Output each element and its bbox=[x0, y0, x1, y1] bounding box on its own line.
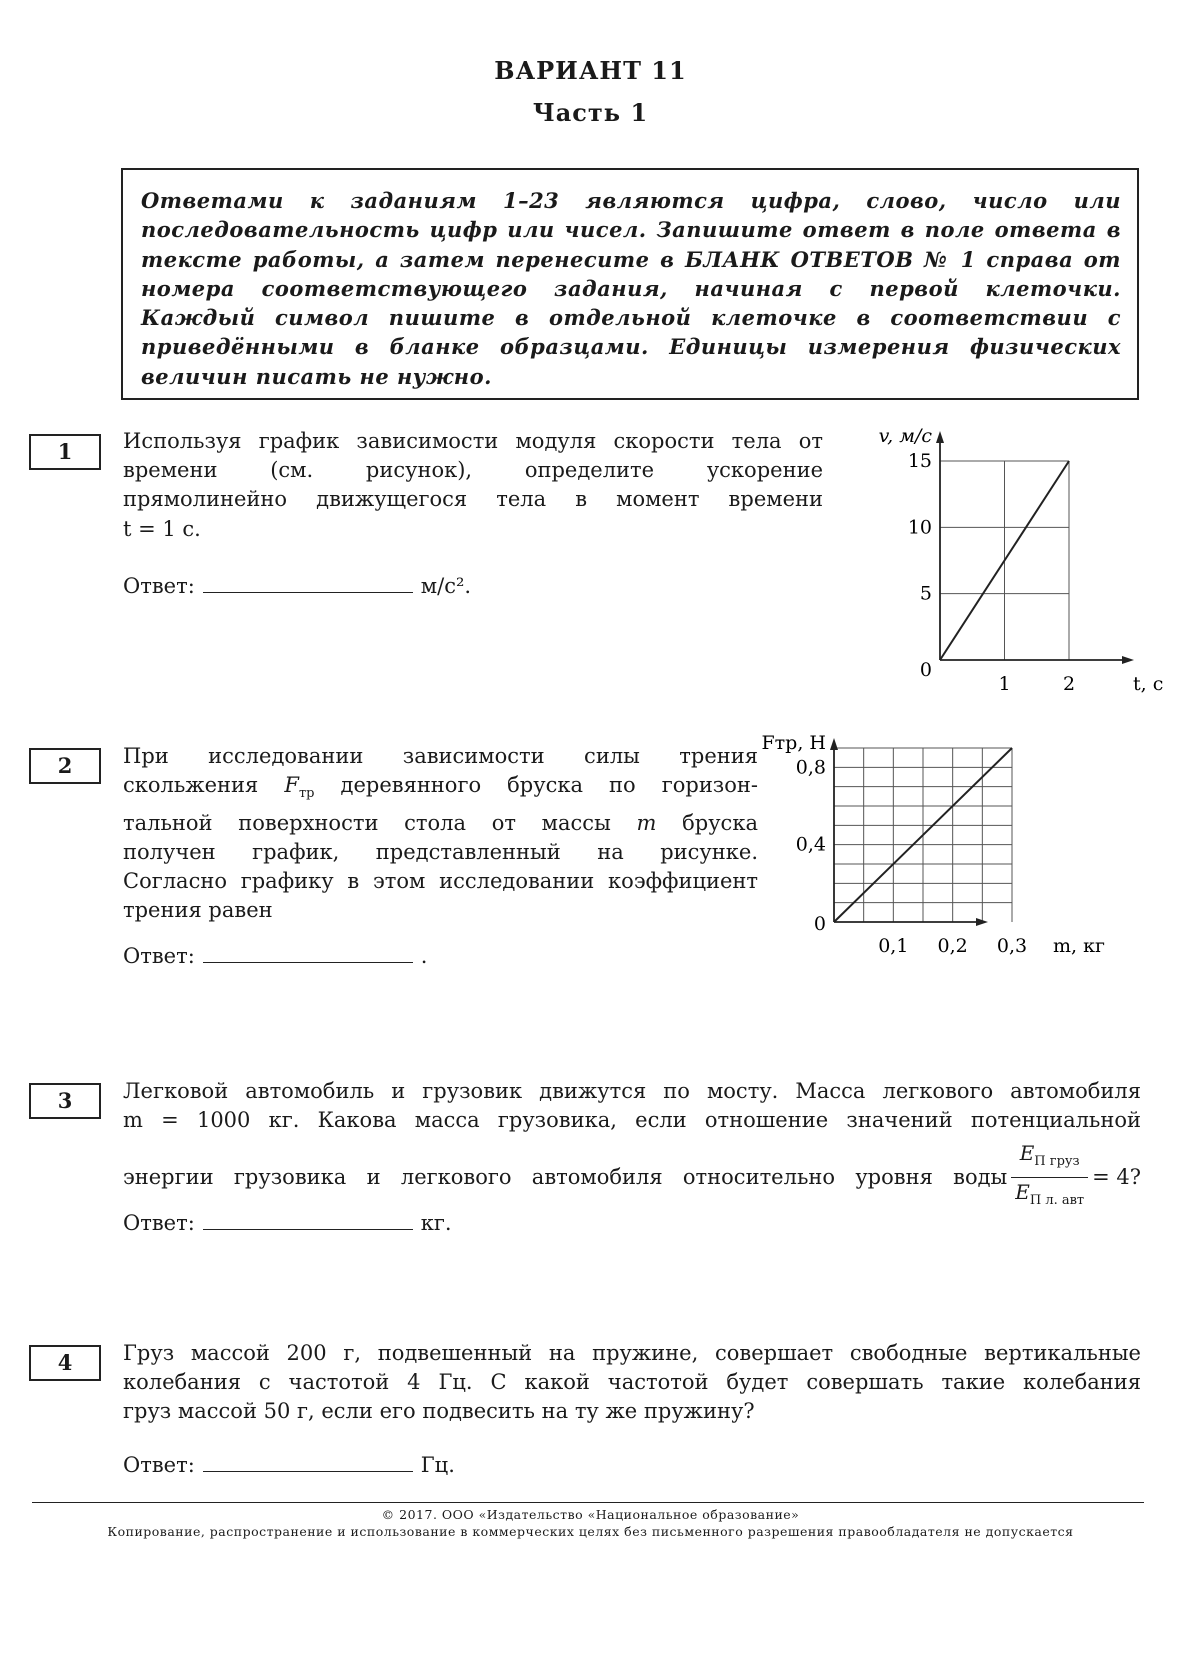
variant-title: ВАРИАНТ 11 bbox=[494, 56, 687, 85]
task-3-line-1: Легковой автомобиль и грузовик движутся по мосту. Масса легкового автомобиля bbox=[123, 1079, 1141, 1103]
x-tick-label: 0,1 bbox=[878, 935, 909, 957]
task-1-text bbox=[123, 427, 823, 544]
footer-divider bbox=[32, 1502, 1144, 1503]
answer-label: Ответ: bbox=[123, 1211, 195, 1235]
task-1-answer bbox=[123, 574, 471, 598]
task-2-line-5: Согласно графику в этом исследовании коэффициент bbox=[123, 869, 758, 893]
footer-notice: Копирование, распространение и использование в коммерческих целях без письменного разрешения правообладателя не допускается bbox=[107, 1524, 1074, 1539]
y-tick-label: 5 bbox=[919, 582, 932, 605]
task-3-answer bbox=[123, 1211, 452, 1235]
y-tick-label: 15 bbox=[907, 450, 932, 472]
task-1-line-4: t = 1 с. bbox=[123, 516, 201, 541]
x-tick-label: 0,2 bbox=[937, 935, 968, 957]
x-axis-label: m, кг bbox=[1053, 935, 1105, 957]
answer-label: Ответ: bbox=[123, 574, 195, 598]
answer-unit: м/с². bbox=[420, 574, 472, 598]
y-axis-arrow bbox=[936, 431, 944, 443]
friction-chart bbox=[761, 732, 1155, 968]
x-axis-label: t, с bbox=[1133, 673, 1164, 695]
answer-unit: Гц. bbox=[420, 1453, 455, 1477]
instructions-box bbox=[121, 168, 1139, 400]
task-1-line-2: времени (см. рисунок), определите ускорение bbox=[123, 458, 823, 483]
task-number-3: 3 bbox=[29, 1083, 101, 1119]
answer-unit: . bbox=[420, 944, 428, 968]
chart-axes bbox=[936, 431, 1134, 664]
velocity-chart bbox=[855, 425, 1164, 703]
task-3-text bbox=[123, 1077, 1141, 1215]
task-1-line-1: Используя график зависимости модуля скорости тела от bbox=[123, 429, 823, 453]
task-number-2: 2 bbox=[29, 748, 101, 784]
task-2-text bbox=[123, 742, 758, 925]
task-2-line-3: тальной поверхности стола от массы m бруска bbox=[123, 810, 758, 835]
answer-field[interactable] bbox=[203, 1211, 413, 1230]
part-title: Часть 1 bbox=[532, 98, 649, 127]
task-4-text bbox=[123, 1339, 1141, 1427]
x-tick-label: 1 bbox=[998, 673, 1011, 695]
task-2-answer bbox=[123, 944, 427, 968]
task-number-1: 1 bbox=[29, 434, 101, 470]
task-3-line-3: энергии грузовика и легкового автомобиля относительно уровня воды $\frac{E_{П груз}}{E_{П л. авт}}$ = 4? bbox=[123, 1139, 1141, 1214]
task-4-answer bbox=[123, 1453, 455, 1477]
y-axis-label: v, м/с bbox=[878, 425, 932, 447]
friction-force-symbol: F bbox=[284, 773, 299, 798]
answer-field[interactable] bbox=[203, 1453, 413, 1472]
y-tick-label: 0,8 bbox=[795, 756, 826, 779]
task-2-line-4: получен график, представленный на рисунке. bbox=[123, 839, 758, 864]
task-4-line-3: груз массой 50 г, если его подвесить на ту же пружину? bbox=[123, 1399, 755, 1424]
y-tick-label: 0,4 bbox=[795, 833, 826, 856]
energy-ratio-fraction: $\frac{E_{П груз}}{E_{П л. авт}}$ bbox=[1011, 1139, 1088, 1214]
answer-unit: кг. bbox=[420, 1211, 452, 1235]
answer-label: Ответ: bbox=[123, 1453, 195, 1477]
origin-label: 0 bbox=[919, 659, 932, 681]
y-axis-arrow bbox=[830, 738, 838, 750]
chart-axes bbox=[830, 738, 988, 926]
instructions-text: Ответами к заданиям 1–23 являются цифра, слово, число или последовательность цифр или чисел. Запишите ответ в поле ответа в тексте работы, а затем перенесите в БЛАНК ОТВЕТОВ № 1 справа от номера соответствующего задания, начиная с первой клеточки. Каждый символ пишите в отдельной клеточке в соответствии с приведёнными в бланке образцами. Единицы измерения физических величин писать не нужно. bbox=[141, 188, 1121, 389]
y-axis-label: Fтр, Н bbox=[761, 732, 826, 754]
answer-field[interactable] bbox=[203, 944, 413, 963]
task-4-line-2: колебания с частотой 4 Гц. С какой частотой будет совершать такие колебания bbox=[123, 1370, 1141, 1395]
y-tick-label: 10 bbox=[907, 516, 932, 539]
task-1-line-3: прямолинейно движущегося тела в момент времени bbox=[123, 487, 823, 512]
task-2-line-1: При исследовании зависимости силы трения bbox=[123, 744, 758, 768]
task-number-4: 4 bbox=[29, 1345, 101, 1381]
x-tick-label: 2 bbox=[1062, 673, 1076, 695]
y-tick-label: 0 bbox=[813, 913, 826, 935]
x-tick-label: 0,3 bbox=[996, 935, 1028, 957]
task-2-line-6: трения равен bbox=[123, 898, 273, 923]
answer-field[interactable] bbox=[203, 574, 413, 593]
answer-label: Ответ: bbox=[123, 944, 195, 968]
task-4-line-1: Груз массой 200 г, подвешенный на пружине, совершает свободные вертикальные bbox=[123, 1341, 1141, 1365]
chart-ticks bbox=[908, 450, 1075, 695]
mass-symbol: m bbox=[636, 810, 657, 835]
task-2-line-2: скольжения $F_{тр}$ деревянного бруска по горизон- bbox=[123, 773, 758, 802]
task-3-line-2: m = 1000 кг. Какова масса грузовика, если отношение значений потенциальной bbox=[123, 1108, 1141, 1133]
footer-copyright: © 2017. ООО «Издательство «Национальное образование» bbox=[381, 1507, 800, 1522]
x-axis-arrow bbox=[1122, 656, 1134, 664]
